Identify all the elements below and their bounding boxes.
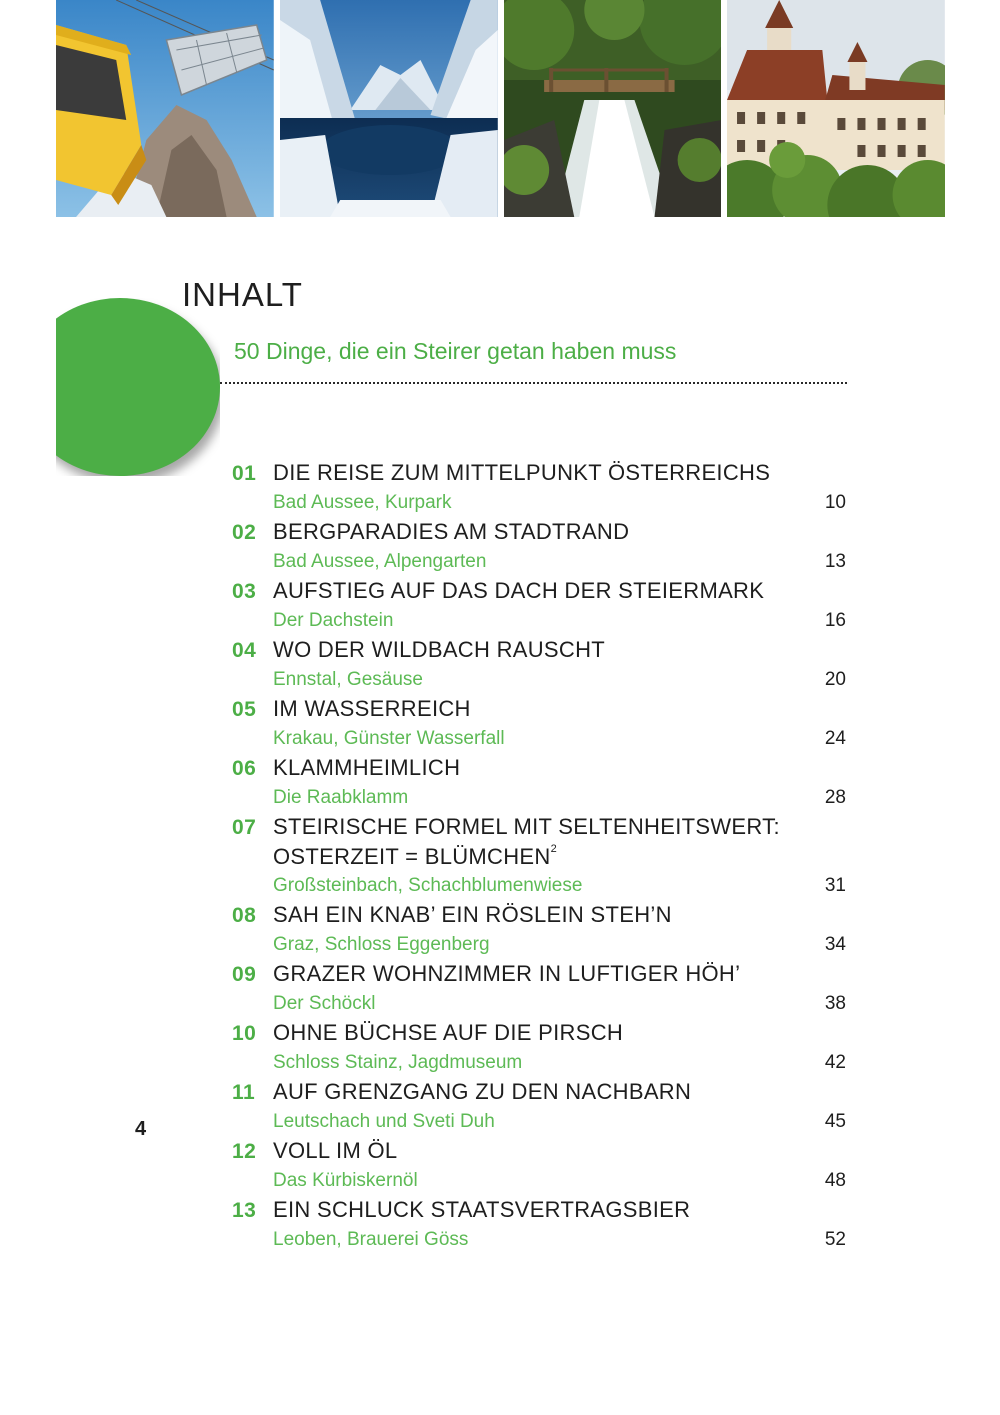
- entry-page-number: 28: [824, 787, 846, 808]
- gondola-skywalk-photo: [56, 0, 274, 217]
- entry-title: AUFSTIEG AUF DAS DACH DER STEIERMARK: [273, 578, 765, 603]
- entry-page-number: 48: [824, 1170, 846, 1191]
- toc-entry[interactable]: [232, 959, 848, 1018]
- entry-page-number: 31: [824, 875, 846, 896]
- entry-number: 06: [232, 757, 257, 780]
- entry-page-number: 52: [824, 1229, 846, 1250]
- toc-entry[interactable]: [232, 458, 848, 517]
- entry-title: OHNE BÜCHSE AUF DIE PIRSCH: [273, 1020, 624, 1045]
- entry-location: Graz, Schloss Eggenberg: [273, 934, 490, 955]
- entry-location: Ennstal, Gesäuse: [273, 669, 423, 690]
- entry-page-number: 45: [824, 1111, 846, 1132]
- toc-entry[interactable]: [232, 1136, 848, 1195]
- winter-lake-photo: [280, 0, 498, 217]
- entry-page-number: 10: [824, 492, 846, 513]
- entry-number: 13: [232, 1199, 257, 1222]
- entry-title: DIE REISE ZUM MITTELPUNKT ÖSTERREICHS: [273, 460, 771, 485]
- toc-entry[interactable]: [232, 517, 848, 576]
- entry-number: 02: [232, 521, 257, 544]
- entry-number: 07: [232, 816, 257, 839]
- entry-title: KLAMMHEIMLICH: [273, 755, 461, 780]
- toc-entry[interactable]: [232, 1195, 848, 1254]
- entry-title: SAH EIN KNAB’ EIN RÖSLEIN STEH’N: [273, 902, 672, 927]
- entry-number: 12: [232, 1140, 257, 1163]
- toc-entry[interactable]: [232, 753, 848, 812]
- entry-page-number: 16: [824, 610, 846, 631]
- table-of-contents: [232, 458, 848, 1254]
- dotted-divider: [220, 382, 847, 384]
- entry-number: 10: [232, 1022, 257, 1045]
- entry-page-number: 42: [824, 1052, 846, 1073]
- entry-title: AUF GRENZGANG ZU DEN NACHBARN: [273, 1079, 692, 1104]
- photo-strip: [56, 0, 945, 217]
- entry-number: 05: [232, 698, 257, 721]
- entry-number: 04: [232, 639, 257, 662]
- entry-location: Großsteinbach, Schachblumenwiese: [273, 875, 583, 896]
- entry-page-number: 24: [824, 728, 846, 749]
- waterfall-bridge-photo: [504, 0, 722, 217]
- entry-number: 03: [232, 580, 257, 603]
- toc-entry[interactable]: [232, 635, 848, 694]
- superscript: 2: [550, 843, 558, 855]
- entry-location: Schloss Stainz, Jagdmuseum: [273, 1052, 523, 1073]
- toc-entry[interactable]: [232, 1077, 848, 1136]
- page-title: INHALT: [182, 276, 303, 313]
- entry-page-number: 13: [824, 551, 846, 572]
- entry-title: IM WASSERREICH: [273, 696, 471, 721]
- entry-location: Das Kürbiskernöl: [273, 1170, 418, 1191]
- entry-title: GRAZER WOHNZIMMER IN LUFTIGER HÖH’: [273, 961, 741, 986]
- entry-location: Bad Aussee, Alpengarten: [273, 551, 487, 572]
- entry-location: Leutschach und Sveti Duh: [273, 1111, 495, 1132]
- entry-title: EIN SCHLUCK STAATSVERTRAGSBIER: [273, 1197, 691, 1222]
- entry-title-line2: OSTERZEIT = BLÜMCHEN: [273, 844, 551, 869]
- entry-page-number: 38: [824, 993, 846, 1014]
- entry-number: 01: [232, 462, 257, 485]
- entry-title: [273, 812, 780, 872]
- toc-entry[interactable]: [232, 694, 848, 753]
- entry-title: VOLL IM ÖL: [273, 1138, 398, 1163]
- entry-page-number: 34: [824, 934, 846, 955]
- entry-title-line1: STEIRISCHE FORMEL MIT SELTENHEITSWERT:: [273, 814, 780, 839]
- entry-title: WO DER WILDBACH RAUSCHT: [273, 637, 606, 662]
- entry-location: Der Schöckl: [273, 993, 376, 1014]
- entry-title: BERGPARADIES AM STADTRAND: [273, 519, 630, 544]
- toc-entry[interactable]: [232, 576, 848, 635]
- toc-entry[interactable]: [232, 900, 848, 959]
- section-title: 50 Dinge, die ein Steirer getan haben muss: [234, 338, 677, 364]
- entry-location: Krakau, Günster Wasserfall: [273, 728, 505, 749]
- entry-location: Leoben, Brauerei Göss: [273, 1229, 469, 1250]
- castle-photo: [727, 0, 945, 217]
- page-number: 4: [135, 1118, 147, 1140]
- entry-number: 11: [232, 1081, 256, 1104]
- entry-location: Bad Aussee, Kurpark: [273, 492, 452, 513]
- entry-number: 09: [232, 963, 257, 986]
- entry-number: 08: [232, 904, 257, 927]
- toc-entry[interactable]: [232, 1018, 848, 1077]
- entry-location: Der Dachstein: [273, 610, 394, 631]
- toc-entry[interactable]: [232, 812, 848, 900]
- green-circle-decoration: [56, 298, 220, 476]
- entry-location: Die Raabklamm: [273, 787, 409, 808]
- entry-page-number: 20: [824, 669, 846, 690]
